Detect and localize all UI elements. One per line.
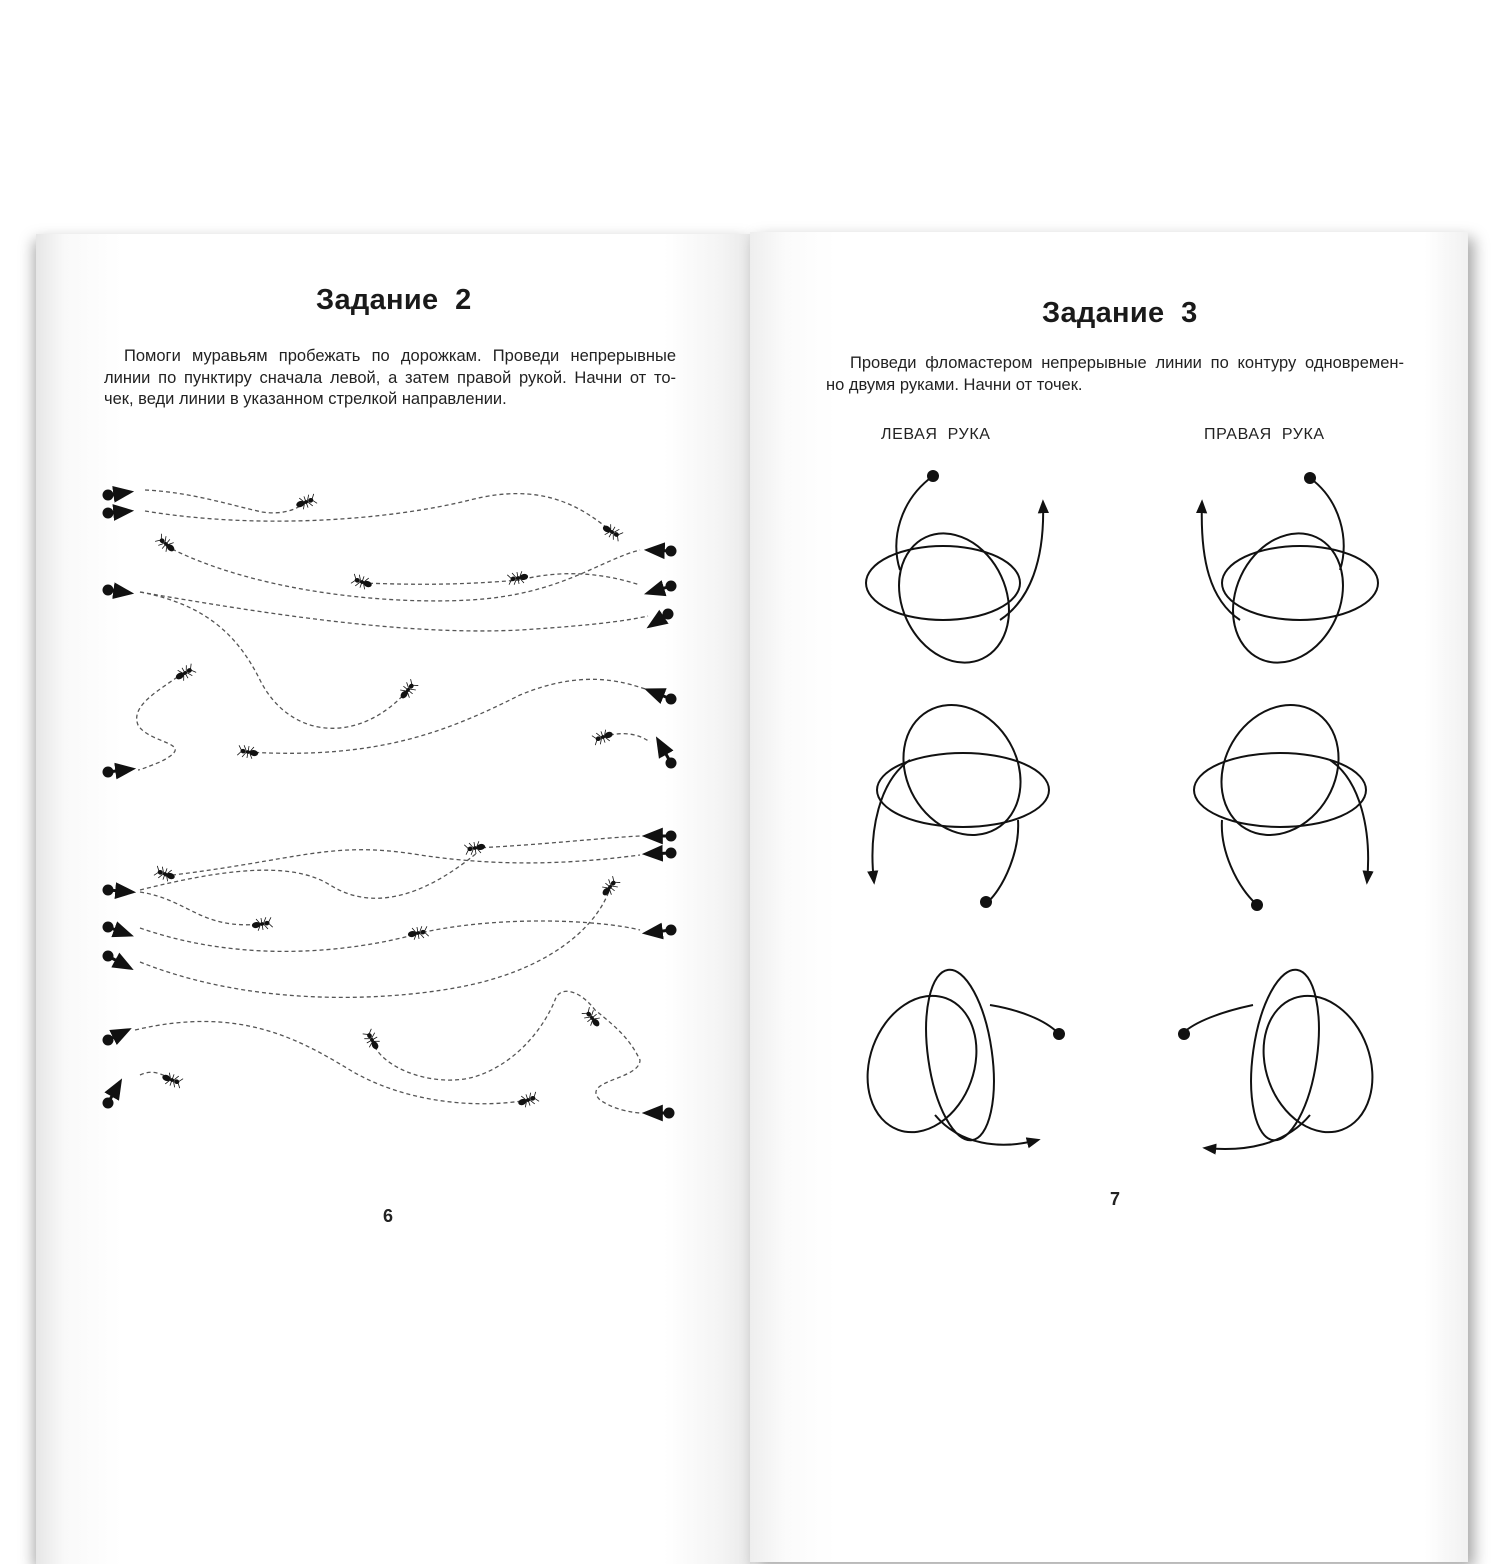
left-hand-label: ЛЕВАЯ РУКА — [881, 426, 991, 443]
ant-icons — [154, 493, 624, 1109]
knot-left-2 — [873, 684, 1050, 902]
start-dots — [103, 490, 677, 1119]
knot-left-3 — [849, 965, 1058, 1147]
knot-right-2 — [1194, 684, 1368, 904]
start-dot — [1251, 899, 1263, 911]
left-instruction-line-1: Помоги муравьям пробежать по дорожкам. Проведи непрерывные — [124, 347, 676, 365]
right-hand-label: ПРАВАЯ РУКА — [1204, 426, 1325, 443]
knot-left-1 — [866, 476, 1043, 681]
left-instruction-line-3: чек, веди линии в указанном стрелкой направлении. — [104, 390, 507, 408]
start-dot — [1304, 472, 1316, 484]
knot-drawings — [849, 470, 1391, 1149]
start-dot — [1178, 1028, 1190, 1040]
ant-paths — [135, 490, 650, 1113]
left-page-number: 6 — [383, 1206, 394, 1226]
knot-right-1 — [1202, 478, 1378, 681]
left-instruction-line-2: линии по пунктиру сначала левой, а затем правой рукой. Начни от то- — [104, 368, 676, 387]
knot-right-3 — [1183, 965, 1391, 1149]
start-dot — [980, 896, 992, 908]
right-instruction-line-2: но двумя руками. Начни от точек. — [826, 375, 1083, 394]
start-dot — [927, 470, 939, 482]
right-page-number: 7 — [1110, 1189, 1121, 1209]
right-instruction-line-1: Проведи фломастером непрерывные линии по контуру одновремен- — [850, 354, 1404, 372]
left-page-title: Задание 2 — [316, 284, 472, 316]
right-page-title: Задание 3 — [1042, 297, 1198, 329]
start-dot — [1053, 1028, 1065, 1040]
